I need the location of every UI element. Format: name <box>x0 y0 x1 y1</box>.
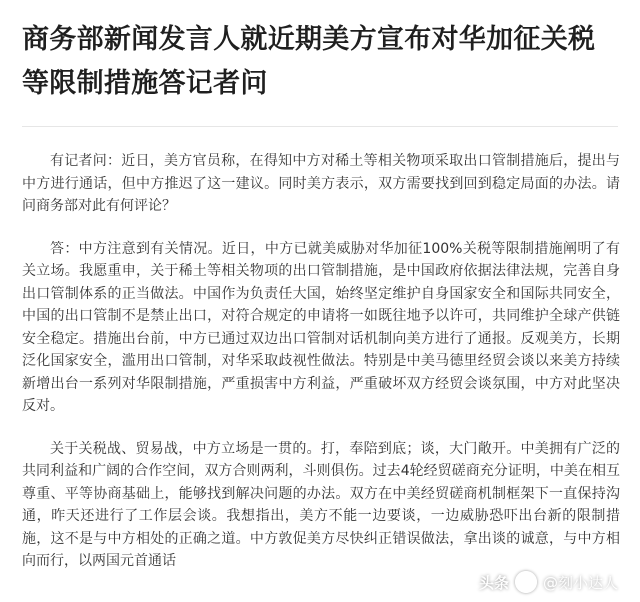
paragraph-tariff-position: 关于关税战、贸易战，中方立场是一贯的。打，奉陪到底；谈，大门敞开。中美拥有广泛的共同利益和广阔的合作空间，双方合则两利，斗则俱伤。过去4轮经贸磋商充分证明，中美在相互尊重、平等协商基础上，能够找到解决问题的办法。双方在中美经贸磋商机制框架下一直保持沟通，昨天还进行了工作层会谈。我想指出，美方不能一边要谈，一边威胁恐吓出台新的限制措施，这不是与中方相处的正确之道。中方敦促美方尽快纠正错误做法，拿出谈的诚意，与中方相向而行，以两国元首通话 <box>22 440 620 569</box>
title-divider <box>22 126 618 127</box>
paragraph-answer: 答：中方注意到有关情况。近日，中方已就美威胁对华加征100%关税等限制措施阐明了有关立场。我愿重申，关于稀土等相关物项的出口管制措施，是中国政府依据法律法规，完善自身出口管制体系的正当做法。中国作为负责任大国，始终坚定维护自身国家安全和国际共同安全，中国的出口管制不是禁止出口，对符合规定的申请将一如既往地予以许可，共同维护全球产供链安全稳定。措施出台前，中方已通过双边出口管制对话机制向美方进行了通报。反观美方，长期泛化国家安全，滥用出口管制，对华采取歧视性做法。特别是中美马德里经贸会谈以来美方持续新增出台一系列对华限制措施，严重损害中方利益，严重破坏双方经贸会谈氛围，中方对此坚决反对。 <box>22 240 620 414</box>
paragraph-question: 有记者问：近日，美方官员称，在得知中方对稀土等相关物项采取出口管制措施后，提出与中方进行通话，但中方推迟了这一建议。同时美方表示，双方需要找到回到稳定局面的办法。请问商务部对此有何评论？ <box>22 153 620 214</box>
article-title: 商务部新闻发言人就近期美方宣布对华加征关税等限制措施答记者问 <box>22 24 596 99</box>
article-body <box>22 150 620 593</box>
toutiao-logo-icon <box>515 571 537 593</box>
watermark <box>473 568 624 596</box>
watermark-author: @刻小达人 <box>542 573 618 592</box>
watermark-brand: 头条 <box>478 573 509 592</box>
